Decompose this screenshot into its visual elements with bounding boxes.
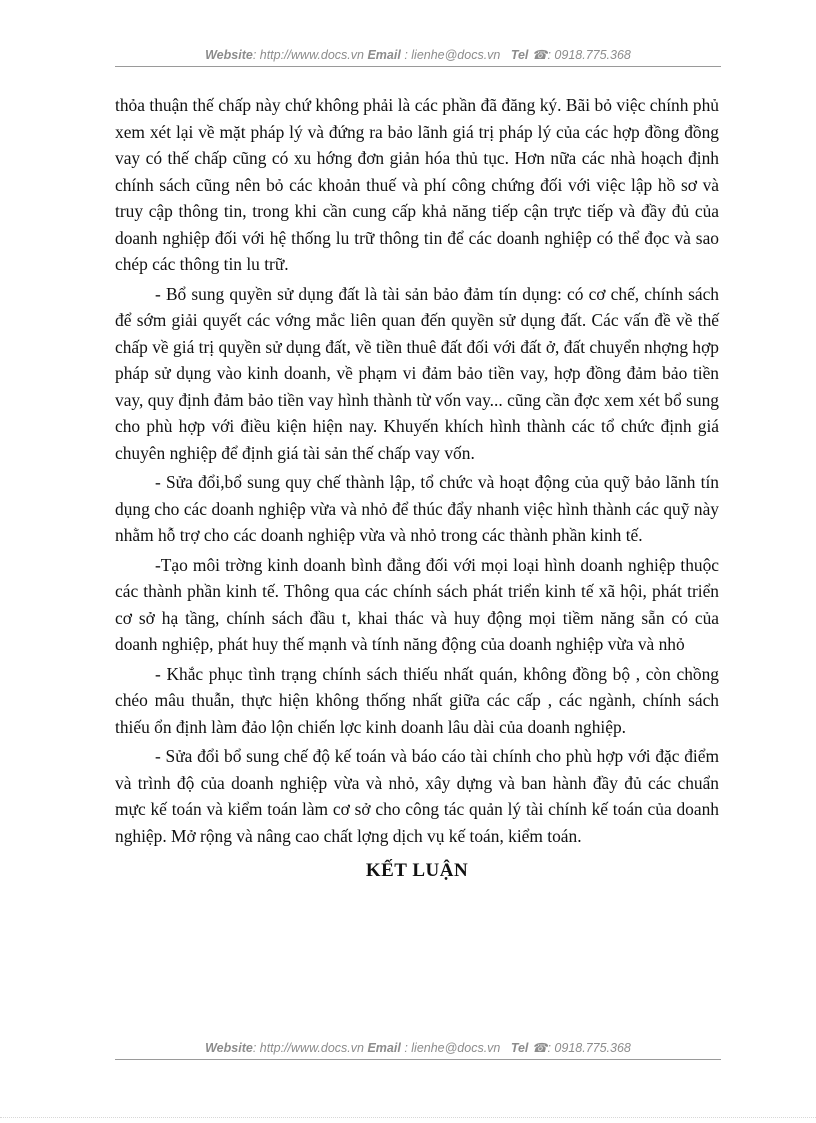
page-header (115, 47, 721, 67)
header-email-link[interactable]: : lienhe@docs.vn (404, 48, 501, 62)
footer-website-link[interactable]: : http://www.docs.vn (252, 1041, 364, 1055)
footer-tel-value: ☎: 0918.775.368 (531, 1041, 631, 1055)
footer-email-link[interactable]: : lienhe@docs.vn (404, 1041, 501, 1055)
paragraph-5: - Khắc phục tình trạng chính sách thiếu nhất quán, không đồng bộ , còn chồng chéo mâu thuẫn, thực hiện không thống nhất giữa các cấp , các ngành, chính sách thiếu ổn định làm đảo lộn chiến lợc kinh doanh lâu dài của doanh nghiệp. (115, 663, 719, 737)
page-bottom-divider (0, 1117, 816, 1118)
paragraph-6: - Sửa đổi bổ sung chế độ kế toán và báo cáo tài chính cho phù hợp với đặc điểm và trình độ của doanh nghiệp vừa và nhỏ, xây dựng và ban hành đầy đủ các chuẩn mực kế toán và kiểm toán làm cơ sở cho công tác quản lý tài chính kế toán của doanh nghiệp. Mở rộng và nâng cao chất lợng dịch vụ kế toán, kiểm toán. (115, 746, 719, 846)
footer-website-label: Website (205, 1041, 253, 1055)
paragraph-3: - Sửa đổi,bổ sung quy chế thành lập, tổ chức và hoạt động của quỹ bảo lãnh tín dụng cho các doanh nghiệp vừa và nhỏ để thúc đẩy nhanh việc hình thành các quỹ này nhằm hỗ trợ cho các doanh nghiệp vừa và nhỏ trong các thành phần kinh tế. (115, 472, 719, 545)
paragraph-1: thỏa thuận thế chấp này chứ không phải là các phần đã đăng ký. Bãi bỏ việc chính phủ xem xét lại về mặt pháp lý và đứng ra bảo lãnh giá trị pháp lý của các hợp đồng đồng vay có thế chấp cũng có xu hớng đơn giản hóa thủ tục. Hơn nữa các nhà hoạch định chính sách cũng nên bỏ các khoản thuế và phí công chứng đối với việc lập hồ sơ và truy cập thông tin, trong khi cần cung cấp khả năng tiếp cận trực tiếp và đầy đủ của doanh nghiệp đối với hệ thống lu trữ thông tin để các doanh nghiệp có thể đọc và sao chép các thông tin lu trữ. (115, 95, 719, 274)
header-tel-label: Tel (510, 48, 529, 62)
paragraph-2: - Bổ sung quyền sử dụng đất là tài sản bảo đảm tín dụng: có cơ chế, chính sách để sớm giải quyết các vớng mắc liên quan đến quyền sử dụng đất. Các vấn đề về thế chấp về giá trị quyền sử dụng đất, về tiền thuê đất đối với đất ở, đất chuyển nhợng hợp pháp sử dụng vào kinh doanh, về phạm vi đảm bảo tiền vay, hợp đồng đảm bảo tiền vay, quy định đảm bảo tiền vay hình thành từ vốn vay... cũng cần đợc xem xét bổ sung cho phù hợp với điều kiện hiện nay. Khuyến khích hình thành các tổ chức định giá chuyên nghiệp để định giá tài sản thế chấp vay vốn. (115, 283, 719, 463)
section-heading: KẾT LUẬN (365, 860, 469, 881)
header-website-label: Website (205, 48, 253, 62)
footer-tel-label: Tel (510, 1041, 529, 1055)
header-website-link[interactable]: : http://www.docs.vn (252, 48, 364, 62)
header-tel-value: ☎: 0918.775.368 (531, 48, 631, 62)
paragraph-4: -Tạo môi trờng kinh doanh bình đẳng đối với mọi loại hình doanh nghiệp thuộc các thành phần kinh tế. Thông qua các chính sách phát triển kinh tế xã hội, phát triển cơ sở hạ tầng, chính sách đầu t, khai thác và huy động mọi tiềm năng sẵn có của doanh nghiệp, phát huy thế mạnh và tính năng động của doanh nghiệp vừa và nhỏ (115, 554, 719, 654)
footer-email-label: Email (367, 1041, 401, 1055)
page-footer (115, 1040, 721, 1060)
header-email-label: Email (367, 48, 401, 62)
document-body (115, 92, 719, 885)
